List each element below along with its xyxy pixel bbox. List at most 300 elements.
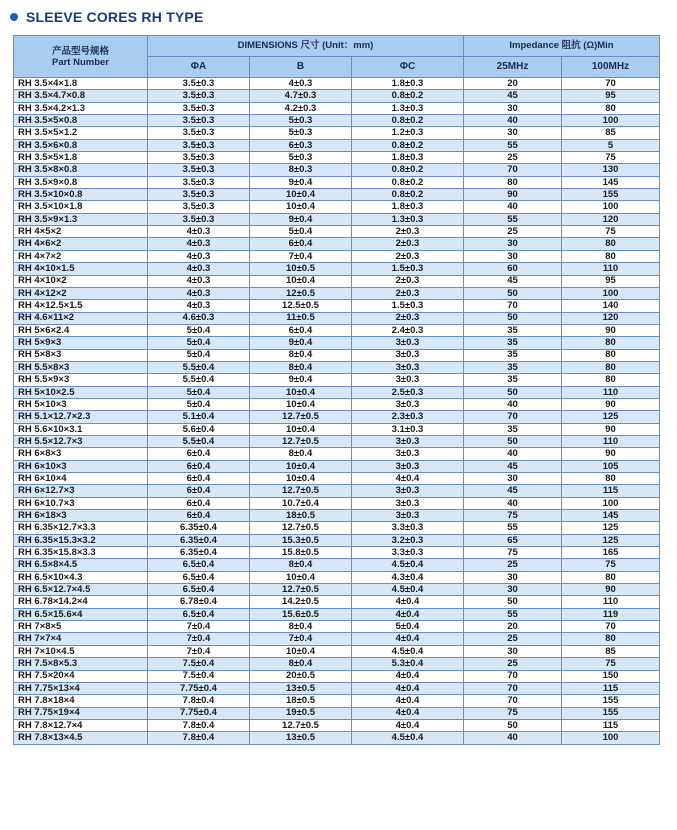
dim-b-cell: 14.2±0.5 bbox=[250, 596, 352, 608]
dim-a-cell: 5.6±0.4 bbox=[148, 423, 250, 435]
part-number-cell: RH 7.8×12.7×4 bbox=[14, 719, 148, 731]
imp-100mhz-cell: 80 bbox=[562, 337, 660, 349]
table-row bbox=[14, 102, 660, 114]
imp-25mhz-cell: 35 bbox=[464, 374, 562, 386]
table-row bbox=[14, 90, 660, 102]
dim-c-cell: 2±0.3 bbox=[352, 226, 464, 238]
dim-a-cell: 5±0.4 bbox=[148, 337, 250, 349]
dim-a-cell: 4±0.3 bbox=[148, 263, 250, 275]
dim-c-cell: 2±0.3 bbox=[352, 287, 464, 299]
part-number-cell: RH 6.5×8×4.5 bbox=[14, 559, 148, 571]
dim-c-cell: 4.5±0.4 bbox=[352, 584, 464, 596]
part-number-cell: RH 3.5×4.2×1.3 bbox=[14, 102, 148, 114]
imp-100mhz-cell: 85 bbox=[562, 645, 660, 657]
table-body bbox=[14, 78, 660, 745]
imp-25mhz-cell: 55 bbox=[464, 213, 562, 225]
imp-25mhz-cell: 20 bbox=[464, 78, 562, 90]
part-number-cell: RH 6.78×14.2×4 bbox=[14, 596, 148, 608]
dim-b-cell: 12.5±0.5 bbox=[250, 300, 352, 312]
dim-c-cell: 3±0.3 bbox=[352, 448, 464, 460]
dim-b-cell: 6±0.4 bbox=[250, 324, 352, 336]
table-row bbox=[14, 633, 660, 645]
dim-a-cell: 4±0.3 bbox=[148, 238, 250, 250]
imp-100mhz-cell: 80 bbox=[562, 250, 660, 262]
table-row bbox=[14, 374, 660, 386]
dim-c-cell: 4±0.4 bbox=[352, 596, 464, 608]
part-number-header-cn: 产品型号规格 bbox=[51, 45, 109, 57]
dim-c-cell: 4±0.4 bbox=[352, 473, 464, 485]
dim-c-cell: 1.8±0.3 bbox=[352, 152, 464, 164]
dim-b-cell: 9±0.4 bbox=[250, 176, 352, 188]
dim-b-cell: 9±0.4 bbox=[250, 337, 352, 349]
imp-25mhz-cell: 75 bbox=[464, 510, 562, 522]
imp-100mhz-cell: 115 bbox=[562, 485, 660, 497]
table-row bbox=[14, 238, 660, 250]
dim-c-cell: 3±0.3 bbox=[352, 485, 464, 497]
dim-b-cell: 5±0.3 bbox=[250, 152, 352, 164]
imp-100mhz-cell: 155 bbox=[562, 189, 660, 201]
imp-25mhz-cell: 25 bbox=[464, 559, 562, 571]
part-number-cell: RH 6.5×15.6×4 bbox=[14, 608, 148, 620]
dim-b-cell: 8±0.4 bbox=[250, 658, 352, 670]
imp-100mhz-cell: 145 bbox=[562, 176, 660, 188]
table-row bbox=[14, 571, 660, 583]
dim-c-cell: 4±0.4 bbox=[352, 719, 464, 731]
dim-a-cell: 6±0.4 bbox=[148, 497, 250, 509]
part-number-cell: RH 7×10×4.5 bbox=[14, 645, 148, 657]
dim-a-cell: 3.5±0.3 bbox=[148, 176, 250, 188]
imp-25mhz-cell: 25 bbox=[464, 633, 562, 645]
dim-c-cell: 0.8±0.2 bbox=[352, 90, 464, 102]
table-row bbox=[14, 176, 660, 188]
dim-c-cell: 3±0.3 bbox=[352, 349, 464, 361]
imp-25mhz-cell: 30 bbox=[464, 571, 562, 583]
imp-100mhz-cell: 105 bbox=[562, 460, 660, 472]
part-number-cell: RH 7×8×5 bbox=[14, 621, 148, 633]
imp-25mhz-cell: 30 bbox=[464, 102, 562, 114]
part-number-cell: RH 6.35×15.3×3.2 bbox=[14, 534, 148, 546]
dim-b-cell: 10±0.4 bbox=[250, 423, 352, 435]
table-row bbox=[14, 559, 660, 571]
imp-25mhz-cell: 70 bbox=[464, 411, 562, 423]
part-number-cell: RH 4.6×11×2 bbox=[14, 312, 148, 324]
table-row bbox=[14, 386, 660, 398]
dim-c-cell: 4±0.4 bbox=[352, 682, 464, 694]
table-row bbox=[14, 695, 660, 707]
imp-25mhz-cell: 55 bbox=[464, 522, 562, 534]
dim-b-cell: 10±0.4 bbox=[250, 275, 352, 287]
part-number-cell: RH 6×10.7×3 bbox=[14, 497, 148, 509]
table-row bbox=[14, 127, 660, 139]
imp-25mhz-cell: 45 bbox=[464, 90, 562, 102]
part-number-cell: RH 6×10×3 bbox=[14, 460, 148, 472]
part-number-cell: RH 4×10×1.5 bbox=[14, 263, 148, 275]
imp-100mhz-cell: 125 bbox=[562, 534, 660, 546]
dim-b-cell: 10±0.4 bbox=[250, 189, 352, 201]
part-number-cell: RH 6×10×4 bbox=[14, 473, 148, 485]
part-number-cell: RH 6.5×12.7×4.5 bbox=[14, 584, 148, 596]
part-number-cell: RH 7.5×20×4 bbox=[14, 670, 148, 682]
part-number-cell: RH 6×18×3 bbox=[14, 510, 148, 522]
table-row bbox=[14, 349, 660, 361]
page-title-bar bbox=[10, 8, 203, 26]
dim-a-cell: 4±0.3 bbox=[148, 287, 250, 299]
dim-b-cell: 8±0.4 bbox=[250, 361, 352, 373]
imp-100mhz-cell: 120 bbox=[562, 213, 660, 225]
dim-a-cell: 7±0.4 bbox=[148, 633, 250, 645]
table-row bbox=[14, 658, 660, 670]
part-number-cell: RH 5.5×9×3 bbox=[14, 374, 148, 386]
dim-b-cell: 10±0.5 bbox=[250, 263, 352, 275]
table-row bbox=[14, 250, 660, 262]
dim-a-cell: 5±0.4 bbox=[148, 324, 250, 336]
dim-c-cell: 3.3±0.3 bbox=[352, 522, 464, 534]
part-number-cell: RH 7×7×4 bbox=[14, 633, 148, 645]
table-row bbox=[14, 300, 660, 312]
dim-b-cell: 5±0.3 bbox=[250, 115, 352, 127]
dim-c-cell: 4.5±0.4 bbox=[352, 732, 464, 744]
part-number-cell: RH 5.6×10×3.1 bbox=[14, 423, 148, 435]
dim-a-cell: 6.5±0.4 bbox=[148, 559, 250, 571]
imp-100mhz-cell: 125 bbox=[562, 411, 660, 423]
dim-a-cell: 3.5±0.3 bbox=[148, 78, 250, 90]
dim-c-cell: 2.5±0.3 bbox=[352, 386, 464, 398]
imp-25mhz-cell: 50 bbox=[464, 386, 562, 398]
dim-c-cell: 4.5±0.4 bbox=[352, 559, 464, 571]
table-row bbox=[14, 226, 660, 238]
dim-c-cell: 4±0.4 bbox=[352, 670, 464, 682]
imp-100mhz-cell: 80 bbox=[562, 374, 660, 386]
dim-c-cell: 1.8±0.3 bbox=[352, 78, 464, 90]
dim-a-cell: 4.6±0.3 bbox=[148, 312, 250, 324]
dim-b-cell: 15.6±0.5 bbox=[250, 608, 352, 620]
imp-100mhz-cell: 75 bbox=[562, 152, 660, 164]
imp-25mhz-cell: 45 bbox=[464, 485, 562, 497]
dim-a-cell: 7.8±0.4 bbox=[148, 732, 250, 744]
imp-25mhz-cell: 30 bbox=[464, 584, 562, 596]
dim-c-cell: 1.3±0.3 bbox=[352, 213, 464, 225]
dim-c-cell: 2±0.3 bbox=[352, 238, 464, 250]
imp-25mhz-cell: 35 bbox=[464, 324, 562, 336]
dim-a-cell: 5.1±0.4 bbox=[148, 411, 250, 423]
part-number-header-en: Part Number bbox=[51, 56, 109, 68]
table-row bbox=[14, 497, 660, 509]
dim-b-cell: 18±0.5 bbox=[250, 695, 352, 707]
table-row bbox=[14, 596, 660, 608]
imp-25mhz-cell: 40 bbox=[464, 732, 562, 744]
dim-b-cell: 5±0.4 bbox=[250, 226, 352, 238]
dim-b-cell: 10±0.4 bbox=[250, 473, 352, 485]
dim-b-cell: 8±0.4 bbox=[250, 448, 352, 460]
dim-b-cell: 10±0.4 bbox=[250, 398, 352, 410]
table-row bbox=[14, 522, 660, 534]
imp-25mhz-cell: 35 bbox=[464, 361, 562, 373]
dim-a-cell: 3.5±0.3 bbox=[148, 152, 250, 164]
table-row bbox=[14, 275, 660, 287]
table-row bbox=[14, 201, 660, 213]
imp-25mhz-cell: 75 bbox=[464, 707, 562, 719]
dim-a-cell: 6.78±0.4 bbox=[148, 596, 250, 608]
dim-c-cell: 0.8±0.2 bbox=[352, 139, 464, 151]
imp-25mhz-cell: 45 bbox=[464, 460, 562, 472]
dim-b-cell: 8±0.4 bbox=[250, 559, 352, 571]
part-number-cell: RH 4×5×2 bbox=[14, 226, 148, 238]
part-number-cell: RH 6×12.7×3 bbox=[14, 485, 148, 497]
dim-b-cell: 8±0.4 bbox=[250, 621, 352, 633]
dim-a-cell: 5±0.4 bbox=[148, 349, 250, 361]
table-row bbox=[14, 485, 660, 497]
dim-a-cell: 3.5±0.3 bbox=[148, 90, 250, 102]
dim-c-cell: 2±0.3 bbox=[352, 250, 464, 262]
imp-25mhz-cell: 65 bbox=[464, 534, 562, 546]
part-number-cell: RH 6.5×10×4.3 bbox=[14, 571, 148, 583]
dim-a-cell: 5±0.4 bbox=[148, 398, 250, 410]
part-number-cell: RH 3.5×10×0.8 bbox=[14, 189, 148, 201]
dim-c-cell: 0.8±0.2 bbox=[352, 115, 464, 127]
imp-25mhz-cell: 55 bbox=[464, 608, 562, 620]
imp-100mhz-cell: 80 bbox=[562, 571, 660, 583]
dim-b-cell: 20±0.5 bbox=[250, 670, 352, 682]
dim-a-cell: 3.5±0.3 bbox=[148, 213, 250, 225]
dim-b-cell: 9±0.4 bbox=[250, 374, 352, 386]
imp-100mhz-cell: 125 bbox=[562, 522, 660, 534]
part-number-cell: RH 5.5×8×3 bbox=[14, 361, 148, 373]
imp-25mhz-cell: 30 bbox=[464, 645, 562, 657]
table-row bbox=[14, 732, 660, 744]
imp-25mhz-cell: 40 bbox=[464, 497, 562, 509]
imp-100mhz-cell: 75 bbox=[562, 226, 660, 238]
dim-b-cell: 10±0.4 bbox=[250, 201, 352, 213]
dim-c-cell: 3±0.3 bbox=[352, 497, 464, 509]
imp-100mhz-cell: 70 bbox=[562, 621, 660, 633]
dim-c-cell: 0.8±0.2 bbox=[352, 189, 464, 201]
imp-25mhz-cell: 35 bbox=[464, 423, 562, 435]
dim-a-cell: 5.5±0.4 bbox=[148, 361, 250, 373]
table-row bbox=[14, 411, 660, 423]
table-row bbox=[14, 473, 660, 485]
dim-a-cell: 6±0.4 bbox=[148, 510, 250, 522]
imp-25mhz-cell: 25 bbox=[464, 152, 562, 164]
dim-a-cell: 4±0.3 bbox=[148, 275, 250, 287]
col-100mhz-header: 100MHz bbox=[562, 57, 660, 78]
part-number-cell: RH 5×6×2.4 bbox=[14, 324, 148, 336]
dim-b-cell: 12.7±0.5 bbox=[250, 411, 352, 423]
table-row bbox=[14, 115, 660, 127]
dim-c-cell: 2±0.3 bbox=[352, 275, 464, 287]
dim-b-cell: 18±0.5 bbox=[250, 510, 352, 522]
col-25mhz-header: 25MHz bbox=[464, 57, 562, 78]
imp-25mhz-cell: 70 bbox=[464, 300, 562, 312]
dim-b-cell: 12.7±0.5 bbox=[250, 485, 352, 497]
part-number-cell: RH 3.5×5×1.8 bbox=[14, 152, 148, 164]
imp-100mhz-cell: 100 bbox=[562, 201, 660, 213]
imp-100mhz-cell: 80 bbox=[562, 633, 660, 645]
dim-c-cell: 3.2±0.3 bbox=[352, 534, 464, 546]
dim-b-cell: 12.7±0.5 bbox=[250, 719, 352, 731]
dim-c-cell: 3±0.3 bbox=[352, 337, 464, 349]
imp-25mhz-cell: 30 bbox=[464, 250, 562, 262]
table-row bbox=[14, 324, 660, 336]
imp-25mhz-cell: 50 bbox=[464, 287, 562, 299]
dim-b-cell: 8±0.4 bbox=[250, 349, 352, 361]
imp-100mhz-cell: 95 bbox=[562, 275, 660, 287]
imp-100mhz-cell: 95 bbox=[562, 90, 660, 102]
part-number-cell: RH 3.5×6×0.8 bbox=[14, 139, 148, 151]
col-a-header: ΦA bbox=[148, 57, 250, 78]
dim-c-cell: 0.8±0.2 bbox=[352, 176, 464, 188]
imp-25mhz-cell: 40 bbox=[464, 448, 562, 460]
dim-b-cell: 4.2±0.3 bbox=[250, 102, 352, 114]
imp-25mhz-cell: 35 bbox=[464, 349, 562, 361]
dim-b-cell: 8±0.3 bbox=[250, 164, 352, 176]
imp-100mhz-cell: 90 bbox=[562, 423, 660, 435]
table-row bbox=[14, 460, 660, 472]
part-number-cell: RH 5.5×12.7×3 bbox=[14, 435, 148, 447]
dim-b-cell: 4±0.3 bbox=[250, 78, 352, 90]
table-row bbox=[14, 682, 660, 694]
imp-25mhz-cell: 20 bbox=[464, 621, 562, 633]
impedance-header: Impedance 阻抗 (Ω)Min bbox=[464, 36, 660, 57]
imp-25mhz-cell: 25 bbox=[464, 226, 562, 238]
table-row bbox=[14, 534, 660, 546]
imp-100mhz-cell: 90 bbox=[562, 324, 660, 336]
imp-100mhz-cell: 100 bbox=[562, 497, 660, 509]
col-b-header: B bbox=[250, 57, 352, 78]
dim-c-cell: 3.1±0.3 bbox=[352, 423, 464, 435]
dim-c-cell: 1.5±0.3 bbox=[352, 263, 464, 275]
imp-100mhz-cell: 80 bbox=[562, 361, 660, 373]
dim-b-cell: 13±0.5 bbox=[250, 732, 352, 744]
col-c-header: ΦC bbox=[352, 57, 464, 78]
imp-100mhz-cell: 5 bbox=[562, 139, 660, 151]
table-row bbox=[14, 263, 660, 275]
table-row bbox=[14, 312, 660, 324]
imp-25mhz-cell: 55 bbox=[464, 139, 562, 151]
imp-25mhz-cell: 50 bbox=[464, 435, 562, 447]
imp-100mhz-cell: 145 bbox=[562, 510, 660, 522]
part-number-cell: RH 4×10×2 bbox=[14, 275, 148, 287]
dim-c-cell: 0.8±0.2 bbox=[352, 164, 464, 176]
dim-c-cell: 3±0.3 bbox=[352, 361, 464, 373]
table-row bbox=[14, 213, 660, 225]
part-number-cell: RH 5×9×3 bbox=[14, 337, 148, 349]
dim-a-cell: 3.5±0.3 bbox=[148, 115, 250, 127]
table-row bbox=[14, 608, 660, 620]
part-number-cell: RH 7.75×19×4 bbox=[14, 707, 148, 719]
dim-c-cell: 2.3±0.3 bbox=[352, 411, 464, 423]
imp-100mhz-cell: 120 bbox=[562, 312, 660, 324]
table-row bbox=[14, 584, 660, 596]
dim-a-cell: 5.5±0.4 bbox=[148, 435, 250, 447]
imp-25mhz-cell: 50 bbox=[464, 312, 562, 324]
dim-a-cell: 6±0.4 bbox=[148, 485, 250, 497]
part-number-cell: RH 4×6×2 bbox=[14, 238, 148, 250]
dim-b-cell: 7±0.4 bbox=[250, 633, 352, 645]
dim-b-cell: 15.3±0.5 bbox=[250, 534, 352, 546]
imp-25mhz-cell: 25 bbox=[464, 658, 562, 670]
imp-100mhz-cell: 75 bbox=[562, 559, 660, 571]
imp-100mhz-cell: 110 bbox=[562, 263, 660, 275]
dim-a-cell: 6.35±0.4 bbox=[148, 547, 250, 559]
dim-a-cell: 3.5±0.3 bbox=[148, 189, 250, 201]
dim-c-cell: 4.5±0.4 bbox=[352, 645, 464, 657]
page-title: SLEEVE CORES RH TYPE bbox=[26, 9, 204, 25]
imp-100mhz-cell: 155 bbox=[562, 707, 660, 719]
imp-100mhz-cell: 110 bbox=[562, 596, 660, 608]
dim-b-cell: 5±0.3 bbox=[250, 127, 352, 139]
dim-c-cell: 3.3±0.3 bbox=[352, 547, 464, 559]
dim-c-cell: 4.3±0.4 bbox=[352, 571, 464, 583]
imp-100mhz-cell: 140 bbox=[562, 300, 660, 312]
table-row bbox=[14, 398, 660, 410]
imp-100mhz-cell: 100 bbox=[562, 732, 660, 744]
dim-a-cell: 7.75±0.4 bbox=[148, 707, 250, 719]
dim-a-cell: 7.8±0.4 bbox=[148, 695, 250, 707]
imp-100mhz-cell: 80 bbox=[562, 238, 660, 250]
imp-25mhz-cell: 40 bbox=[464, 398, 562, 410]
imp-100mhz-cell: 70 bbox=[562, 78, 660, 90]
table-row bbox=[14, 435, 660, 447]
dim-c-cell: 4±0.4 bbox=[352, 633, 464, 645]
imp-25mhz-cell: 35 bbox=[464, 337, 562, 349]
imp-25mhz-cell: 40 bbox=[464, 115, 562, 127]
dim-b-cell: 12.7±0.5 bbox=[250, 584, 352, 596]
dim-a-cell: 6.5±0.4 bbox=[148, 608, 250, 620]
imp-25mhz-cell: 30 bbox=[464, 238, 562, 250]
dim-a-cell: 4±0.3 bbox=[148, 250, 250, 262]
dim-b-cell: 15.8±0.5 bbox=[250, 547, 352, 559]
part-number-cell: RH 3.5×8×0.8 bbox=[14, 164, 148, 176]
table-row bbox=[14, 719, 660, 731]
dim-b-cell: 6±0.3 bbox=[250, 139, 352, 151]
part-number-cell: RH 6.35×12.7×3.3 bbox=[14, 522, 148, 534]
table-row bbox=[14, 645, 660, 657]
imp-100mhz-cell: 130 bbox=[562, 164, 660, 176]
imp-100mhz-cell: 80 bbox=[562, 473, 660, 485]
imp-25mhz-cell: 70 bbox=[464, 670, 562, 682]
dim-a-cell: 3.5±0.3 bbox=[148, 164, 250, 176]
dim-b-cell: 19±0.5 bbox=[250, 707, 352, 719]
imp-25mhz-cell: 70 bbox=[464, 682, 562, 694]
imp-25mhz-cell: 50 bbox=[464, 596, 562, 608]
table-row bbox=[14, 189, 660, 201]
dim-c-cell: 4±0.4 bbox=[352, 608, 464, 620]
imp-100mhz-cell: 90 bbox=[562, 448, 660, 460]
part-number-cell: RH 5×10×2.5 bbox=[14, 386, 148, 398]
imp-25mhz-cell: 30 bbox=[464, 473, 562, 485]
table-row bbox=[14, 287, 660, 299]
imp-100mhz-cell: 150 bbox=[562, 670, 660, 682]
imp-100mhz-cell: 100 bbox=[562, 115, 660, 127]
imp-100mhz-cell: 85 bbox=[562, 127, 660, 139]
dim-b-cell: 10.7±0.4 bbox=[250, 497, 352, 509]
dim-c-cell: 5±0.4 bbox=[352, 621, 464, 633]
dim-c-cell: 4±0.4 bbox=[352, 695, 464, 707]
dim-b-cell: 7±0.4 bbox=[250, 250, 352, 262]
dim-c-cell: 1.2±0.3 bbox=[352, 127, 464, 139]
imp-25mhz-cell: 70 bbox=[464, 164, 562, 176]
imp-25mhz-cell: 40 bbox=[464, 201, 562, 213]
dim-b-cell: 10±0.4 bbox=[250, 645, 352, 657]
imp-100mhz-cell: 80 bbox=[562, 349, 660, 361]
imp-100mhz-cell: 155 bbox=[562, 695, 660, 707]
dim-a-cell: 6.5±0.4 bbox=[148, 571, 250, 583]
table-row bbox=[14, 337, 660, 349]
dim-a-cell: 4±0.3 bbox=[148, 226, 250, 238]
part-number-cell: RH 7.5×8×5.3 bbox=[14, 658, 148, 670]
part-number-cell: RH 3.5×9×1.3 bbox=[14, 213, 148, 225]
table-row bbox=[14, 707, 660, 719]
